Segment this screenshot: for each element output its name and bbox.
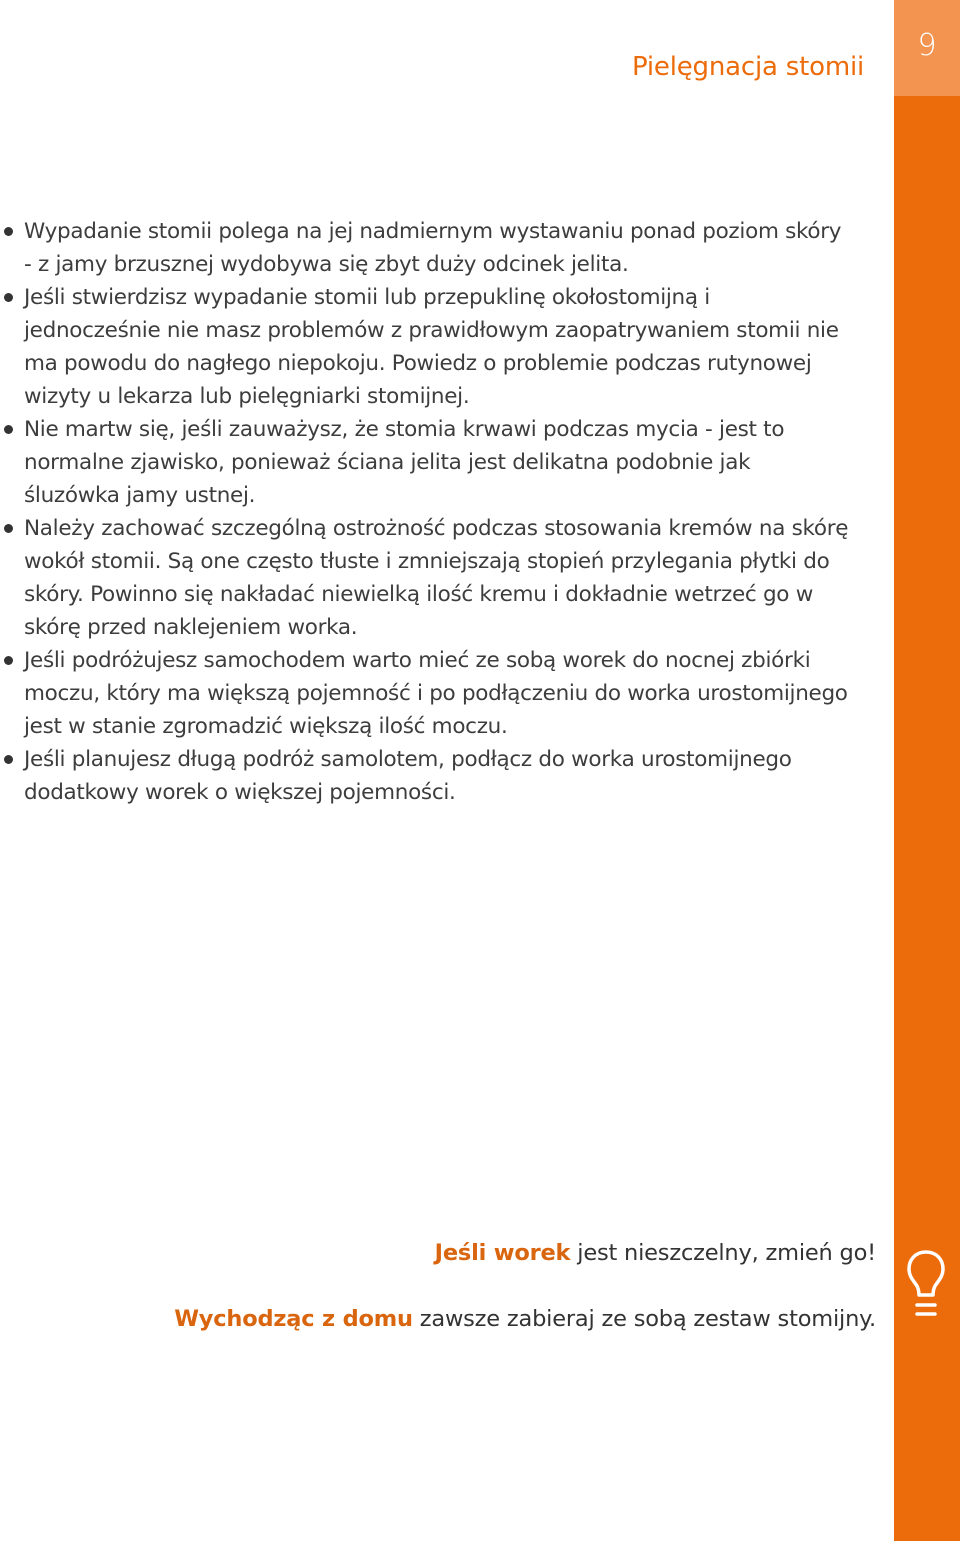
list-item-text: Jeśli stwierdzisz wypadanie stomii lub przepuklinę okołostomijną i jednocześnie nie masz problemów z prawidłowym zaopatrywaniem stomii nie ma powodu do nagłego niepokoju. Powiedz o problemie podczas rutynowej wizyty u lekarza lub pielęgniarki stomijnej.	[24, 285, 839, 409]
page-number-box	[894, 0, 960, 96]
list-item-text: Jeśli podróżujesz samochodem warto mieć ze sobą worek do nocnej zbiórki moczu, który ma większą pojemność i po podłączeniu do worka urostomijnego jest w stanie zgromadzić większą ilość moczu.	[24, 648, 848, 739]
list-item	[0, 413, 850, 512]
bullet-dot-icon	[4, 656, 13, 665]
tip-text: jest nieszczelny, zmień go!	[570, 1240, 876, 1266]
list-item-text: Jeśli planujesz długą podróż samolotem, podłącz do worka urostomijnego dodatkowy worek o większej pojemności.	[24, 747, 792, 805]
list-item	[0, 644, 850, 743]
page-title: Pielęgnacja stomii	[632, 52, 864, 82]
lightbulb-icon	[906, 1248, 946, 1328]
list-item	[0, 281, 850, 413]
tip-emphasis: Jeśli worek	[434, 1240, 571, 1266]
list-item-text: Nie martw się, jeśli zauważysz, że stomia krwawi podczas mycia - jest to normalne zjawisko, ponieważ ściana jelita jest delikatna podobnie jak śluzówka jamy ustnej.	[24, 417, 785, 508]
page-number: 9	[917, 27, 937, 63]
list-item	[0, 512, 850, 644]
list-item	[0, 215, 850, 281]
tip-line-leaky-bag	[435, 1240, 876, 1266]
list-item	[0, 743, 850, 809]
list-item-text: Wypadanie stomii polega na jej nadmiernym wystawaniu ponad poziom skóry - z jamy brzusznej wydobywa się zbyt duży odcinek jelita.	[24, 219, 842, 277]
bullet-dot-icon	[4, 425, 13, 434]
bullet-list	[0, 215, 850, 809]
list-item-text: Należy zachować szczególną ostrożność podczas stosowania kremów na skórę wokół stomii. Są one często tłuste i zmniejszają stopień przylegania płytki do skóry. Powinno się nakładać niewielką ilość kremu i dokładnie wetrzeć go w skórę przed naklejeniem worka.	[24, 516, 849, 640]
bullet-dot-icon	[4, 755, 13, 764]
bullet-dot-icon	[4, 524, 13, 533]
bullet-dot-icon	[4, 227, 13, 236]
tip-line-leaving-home	[174, 1306, 876, 1332]
tip-emphasis: Wychodząc z domu	[174, 1306, 413, 1332]
tip-text: zawsze zabieraj ze sobą zestaw stomijny.	[412, 1306, 876, 1332]
bullet-dot-icon	[4, 293, 13, 302]
